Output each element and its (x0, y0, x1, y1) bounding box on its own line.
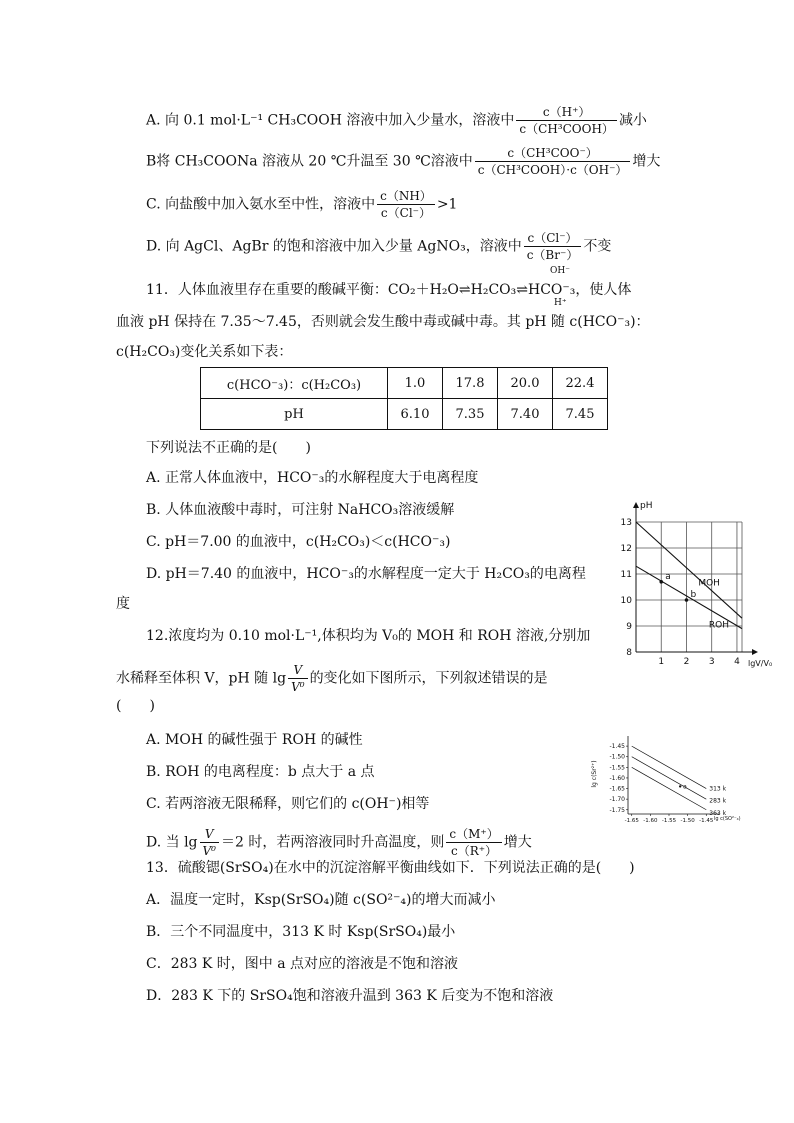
q12-ph-dilution-chart (612, 496, 772, 678)
q12-d-denominator2: c（R⁺） (450, 844, 498, 858)
q13-solubility-chart (586, 734, 756, 826)
q12-option-d (146, 826, 532, 859)
q11-stem-line3: c(H₂CO₃)变化关系如下表： (116, 344, 293, 360)
series-line-moh (636, 522, 742, 618)
series-label-roh: ROH (708, 620, 730, 631)
q11-table-cell: 7.35 (443, 399, 498, 430)
q13-option-c: C．283 K 时，图中 a 点对应的溶液是不饱和溶液 (146, 956, 459, 972)
q10-d-denominator: c（Br⁻） (526, 248, 579, 262)
q10-c-fraction (377, 188, 435, 221)
q12-d-text: D. 当 lg (146, 834, 198, 851)
q10-d-numerator: c（Cl⁻） (524, 230, 582, 247)
y-tick-label: -1.65 (609, 785, 625, 793)
q12-d-tail: 增大 (503, 834, 532, 851)
q10-b-denominator: c（CH³COOH）·c（OH⁻） (477, 163, 628, 177)
q10-c-tail: >1 (436, 196, 458, 213)
y-tick-label: -1.60 (609, 774, 625, 782)
y-axis-label: pH (640, 501, 653, 511)
q11-option-a: A. 正常人体血液中，HCO⁻₃的水解程度大于电离程度 (146, 470, 479, 486)
q12-stem-line3: ( ) (116, 698, 155, 714)
q11-arrow-top-label: OH⁻ (550, 266, 570, 276)
y-tick-label: 13 (620, 518, 632, 528)
x-tick-label: 2 (683, 657, 690, 667)
q10-b-text: B将 CH₃COONa 溶液从 20 ℃升温至 30 ℃溶液中 (146, 153, 473, 170)
q10-b-fraction (475, 145, 631, 178)
q12-option-a: A. MOH 的碱性强于 ROH 的碱性 (146, 732, 363, 748)
series-line-363k (632, 767, 707, 809)
q10-option-a (146, 104, 647, 137)
q11-stem-line1: 11．人体血液里存在重要的酸碱平衡：CO₂＋H₂O⇌H₂CO₃⇌HCO⁻₃，使人体 (146, 282, 632, 298)
x-tick-label: 4 (734, 657, 740, 667)
x-axis-label: lgV/V₀ (748, 659, 772, 668)
q11-table-cell: 7.40 (498, 399, 553, 430)
table-row (201, 399, 608, 430)
q11-table-cell: 17.8 (443, 368, 498, 399)
q10-a-tail: 减小 (618, 112, 647, 129)
q10-a-numerator: c（H⁺） (516, 104, 617, 121)
y-tick-label: 10 (620, 596, 632, 606)
q12-stem2-numerator: V (288, 662, 307, 679)
y-axis-label: lg c(Sr²⁺) (591, 760, 598, 788)
q12-option-c: C. 若两溶液无限稀释，则它们的 c(OH⁻)相等 (146, 796, 430, 812)
x-axis-arrow-icon (752, 649, 758, 655)
y-axis-arrow-icon (633, 502, 639, 508)
q13-stem: 13．硫酸锶(SrSO₄)在水中的沉淀溶解平衡曲线如下．下列说法正确的是( ) (146, 860, 635, 876)
x-tick-label: -1.55 (661, 818, 677, 824)
q10-c-text: C. 向盐酸中加入氨水至中性，溶液中 (146, 196, 376, 213)
x-tick-label: -1.45 (699, 818, 714, 824)
series-line-283k (632, 757, 707, 799)
series-line-roh (636, 566, 742, 631)
q12-d-fraction1 (200, 826, 219, 859)
q10-option-c (146, 188, 457, 221)
q11-option-b: B. 人体血液酸中毒时，可注射 NaHCO₃溶液缓解 (146, 502, 455, 518)
point-a (659, 580, 663, 584)
y-tick-label: 11 (620, 570, 632, 580)
q10-c-numerator: c（NH） (377, 188, 435, 205)
q10-b-tail: 增大 (632, 153, 661, 170)
y-tick-label: -1.45 (609, 743, 625, 751)
q10-a-fraction (516, 104, 617, 137)
x-tick-label: 3 (708, 657, 715, 667)
series-line-313k (632, 746, 707, 791)
q12-stem2-text: 水稀释至体积 V，pH 随 lg (116, 670, 287, 687)
y-tick-label: 12 (620, 544, 632, 554)
series-label-283k: 283 k (709, 797, 727, 805)
point-label-b: b (690, 590, 697, 600)
q11-arrow-bottom-label: H⁺ (554, 298, 567, 308)
q13-option-b: B．三个不同温度中，313 K 时 Ksp(SrSO₄)最小 (146, 924, 456, 940)
q11-stem-line2: 血液 pH 保持在 7.35～7.45，否则就会发生酸中毒或碱中毒。其 pH 随 c(HCO⁻₃)： (116, 314, 650, 330)
q12-d-fraction2 (446, 826, 501, 859)
q12-stem2-fraction (288, 662, 307, 695)
q12-stem-line2 (116, 662, 548, 695)
q13-option-d: D．283 K 下的 SrSO₄饱和溶液升温到 363 K 后变为不饱和溶液 (146, 988, 554, 1004)
q12-stem2-denominator: V⁰ (291, 680, 305, 694)
x-tick-label: 1 (658, 657, 665, 667)
q11-option-c: C. pH＝7.00 的血液中，c(H₂CO₃)＜c(HCO⁻₃) (146, 534, 451, 550)
series-label-313k: 313 k (709, 785, 727, 793)
series-label-moh: MOH (698, 578, 720, 589)
point-b (685, 598, 689, 602)
q10-b-numerator: c（CH³COO⁻） (475, 145, 631, 162)
x-axis-label: lg c(SO²⁻₄) (714, 816, 741, 822)
q11-option-d-line1: D. pH＝7.40 的血液中，HCO⁻₃的水解程度一定大于 H₂CO₃的电离程 (146, 566, 586, 582)
q11-table-ratio-header: c(HCO⁻₃)：c(H₂CO₃) (201, 368, 388, 399)
q11-table (200, 367, 608, 430)
q10-d-text: D. 向 AgCl、AgBr 的饱和溶液中加入少量 AgNO₃，溶液中 (146, 238, 522, 255)
y-tick-label: -1.55 (609, 764, 625, 772)
point-label-a: a (665, 571, 671, 582)
q12-stem-line1: 12.浓度均为 0.10 mol·L⁻¹,体积均为 V₀的 MOH 和 ROH 溶液,分别加 (146, 628, 591, 644)
y-tick-label: -1.70 (609, 796, 625, 804)
q11-table-cell: 1.0 (388, 368, 443, 399)
q10-a-text: A. 向 0.1 mol·L⁻¹ CH₃COOH 溶液中加入少量水，溶液中 (146, 112, 515, 129)
q12-stem2-tail: 的变化如下图所示，下列叙述错误的是 (309, 670, 548, 687)
q12-d-numerator2: c（M⁺） (446, 826, 501, 843)
q10-c-denominator: c（Cl⁻） (380, 206, 431, 220)
x-tick-label: -1.65 (624, 818, 639, 824)
table-row (201, 368, 608, 399)
point-label-a: a (683, 783, 687, 791)
q11-table-ph-header: pH (201, 399, 388, 430)
q12-d-numerator1: V (200, 826, 219, 843)
q10-option-b (146, 145, 660, 178)
q12-d-denominator1: V⁰ (202, 844, 216, 858)
q13-option-a: A．温度一定时，Ksp(SrSO₄)随 c(SO²⁻₄)的增大而减小 (146, 892, 496, 908)
x-tick-label: -1.50 (680, 818, 695, 824)
q11-table-cell: 22.4 (553, 368, 608, 399)
y-tick-label: -1.75 (609, 806, 625, 814)
point-a (679, 785, 681, 787)
q10-d-fraction (524, 230, 582, 263)
q10-option-d (146, 230, 611, 263)
y-tick-label: -1.50 (609, 753, 625, 761)
q11-table-cell: 20.0 (498, 368, 553, 399)
y-tick-label: 8 (626, 648, 632, 658)
x-tick-label: -1.60 (643, 818, 658, 824)
y-tick-label: 9 (626, 622, 632, 632)
q11-option-d-line2: 度 (116, 596, 130, 612)
q11-table-cell: 6.10 (388, 399, 443, 430)
q11-table-cell: 7.45 (553, 399, 608, 430)
q11-question: 下列说法不正确的是( ) (146, 440, 311, 456)
q12-d-middle: ＝2 时，若两溶液同时升高温度，则 (221, 834, 445, 851)
q10-d-tail: 不变 (583, 238, 612, 255)
series-label-363k: 363 k (709, 809, 727, 817)
q12-option-b: B. ROH 的电离程度：b 点大于 a 点 (146, 764, 375, 780)
q10-a-denominator: c（CH³COOH） (519, 122, 614, 136)
